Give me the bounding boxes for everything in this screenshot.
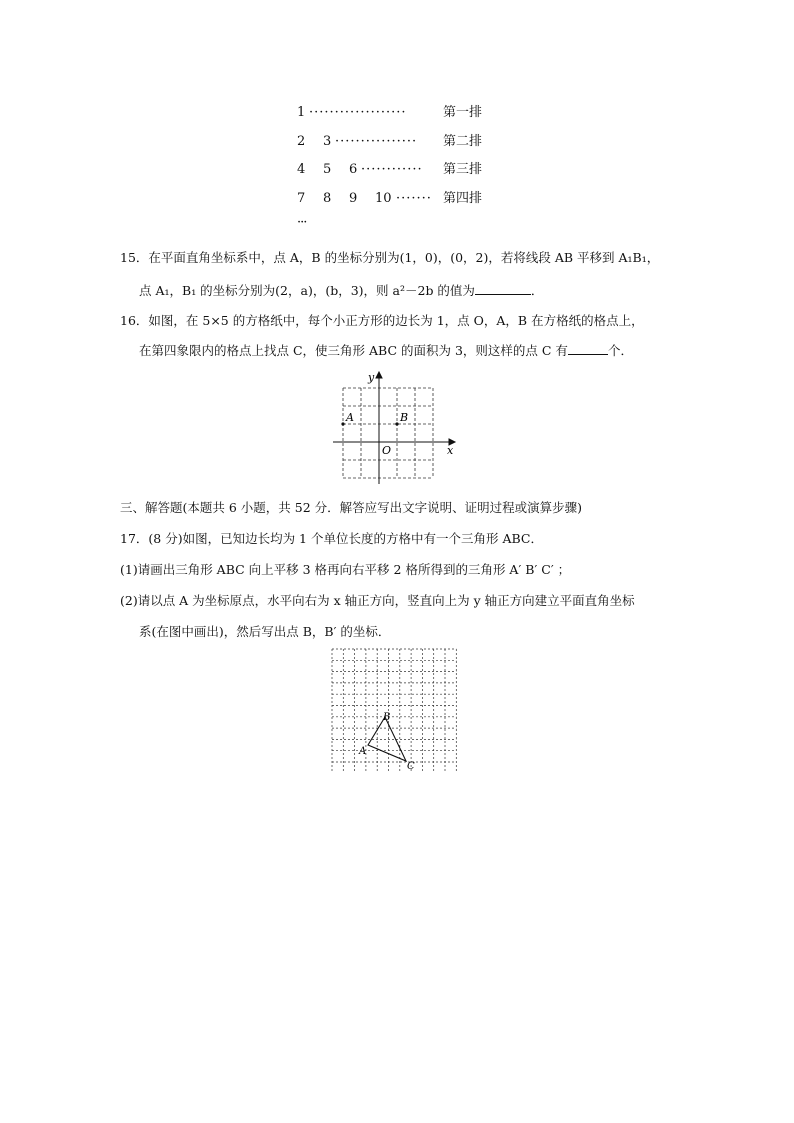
q15-line2-text: 点 A₁，B₁ 的坐标分别为(2，a)，(b，3)，则 a²－2b 的值为 (139, 283, 475, 298)
q15-line2 (139, 282, 543, 300)
pattern-label: 第二排 (443, 134, 483, 149)
q16-grid-figure (325, 368, 460, 486)
pattern-label: 第一排 (443, 105, 483, 120)
pattern-num: 9 (349, 191, 358, 206)
y-axis-arrow-icon (376, 372, 382, 378)
q17-grid-lines (332, 649, 456, 773)
q17-part2-line2: 系(在图中画出)，然后写出点 B，B′ 的坐标． (139, 624, 391, 639)
pattern-num: 3 (323, 134, 332, 149)
pattern-label: 第四排 (443, 191, 483, 206)
q16-grid-lines (343, 388, 433, 478)
pattern-dots: ············ (361, 162, 423, 177)
label-b: B (383, 712, 391, 723)
label-c: C (407, 761, 415, 772)
q15-line1: 15．在平面直角坐标系中，点 A，B 的坐标分别为(1，0)，(0，2)，若将线段 AB 平移到 A₁B₁， (120, 250, 660, 265)
label-a: A (346, 411, 354, 424)
label-o: O (382, 444, 392, 457)
q15-answer-blank (475, 282, 531, 295)
q16-answer-blank (568, 342, 608, 355)
q17-grid-figure (330, 647, 457, 773)
pattern-dots: ················ (335, 134, 418, 149)
label-y: y (368, 371, 375, 384)
pattern-num: 4 (297, 162, 306, 177)
label-x: x (447, 444, 454, 457)
q15-line2-end: ． (530, 283, 544, 298)
pattern-dots: ······· (396, 191, 432, 206)
point-a (341, 422, 344, 425)
q16-line1: 16．如图，在 5×5 的方格纸中，每个小正方形的边长为 1，点 O，A，B 在方格纸的格点上， (120, 313, 644, 328)
pattern-dots: ··················· (309, 105, 407, 120)
pattern-label: 第三排 (443, 162, 483, 177)
label-b: B (400, 411, 409, 424)
q16-line2 (139, 342, 633, 360)
triangle-abc (368, 717, 406, 761)
pattern-num: 10 (375, 191, 392, 206)
pattern-num: 1 (297, 105, 306, 120)
label-a: A (359, 746, 367, 757)
pattern-num: 6 (349, 162, 358, 177)
q17-intro: 17．(8 分)如图，已知边长均为 1 个单位长度的方格中有一个三角形 ABC． (120, 531, 543, 546)
q16-line2-text: 在第四象限内的格点上找点 C，使三角形 ABC 的面积为 3，则这样的点 C 有 (139, 343, 568, 358)
point-b (395, 422, 398, 425)
q17-part2-line1: (2)请以点 A 为坐标原点，水平向右为 x 轴正方向，竖直向上为 y 轴正方向建立平面直角坐标 (120, 593, 635, 608)
q16-line2-end: 个． (607, 343, 633, 358)
pattern-num: 5 (323, 162, 332, 177)
section3-heading: 三、解答题(本题共 6 小题，共 52 分．解答应写出文字说明、证明过程或演算步骤) (120, 500, 583, 515)
pattern-num: 8 (323, 191, 332, 206)
pattern-num: 2 (297, 134, 306, 149)
q16-axes (333, 372, 455, 484)
pattern-num: 7 (297, 191, 306, 206)
pattern-ellipsis: ··· (297, 215, 307, 230)
q17-part1: (1)请画出三角形 ABC 向上平移 3 格再向右平移 2 格所得到的三角形 A′ B′ C′ ； (120, 562, 571, 577)
